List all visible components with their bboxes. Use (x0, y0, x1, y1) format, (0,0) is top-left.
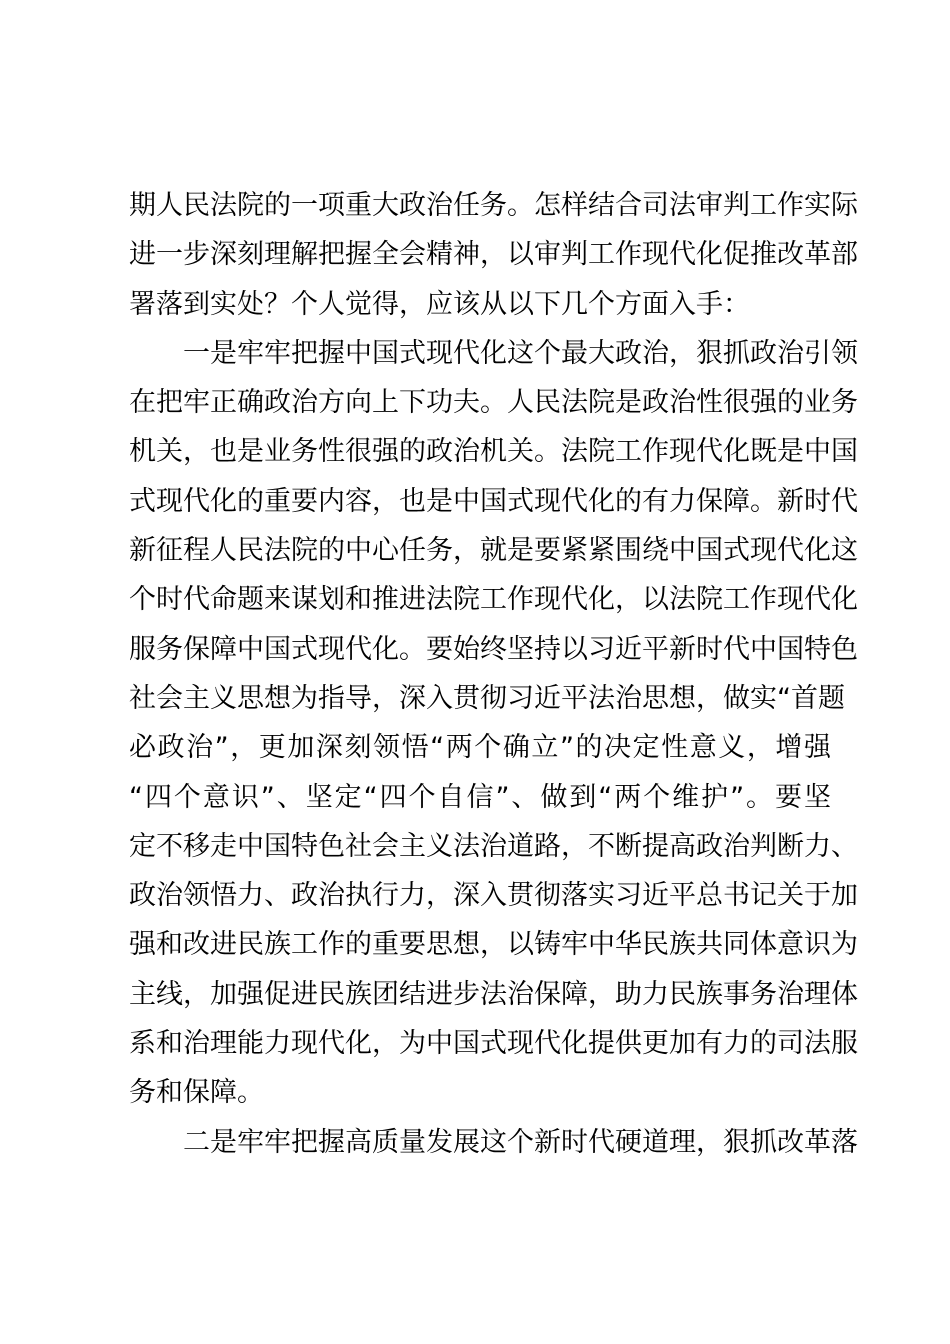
text-line: 在把牢正确政治方向上下功夫。人民法院是政治性很强的业务 (129, 387, 858, 419)
text-line: 务和保障。 (129, 1077, 264, 1109)
text-line: 主线，加强促进民族团结进步法治保障，助力民族事务治理体 (129, 978, 858, 1010)
body-text (129, 181, 858, 1167)
text-line: 个时代命题来谋划和推进法院工作现代化，以法院工作现代化 (129, 584, 858, 616)
text-line: 机关，也是业务性很强的政治机关。法院工作现代化既是中国 (129, 436, 858, 468)
text-line: 社会主义思想为指导，深入贯彻习近平法治思想，做实“首题 (129, 682, 845, 714)
text-line: 系和治理能力现代化，为中国式现代化提供更加有力的司法服 (129, 1028, 858, 1060)
text-line: 新征程人民法院的中心任务，就是要紧紧围绕中国式现代化这 (129, 535, 858, 567)
text-line: 二是牢牢把握高质量发展这个新时代硬道理，狠抓改革落 (183, 1126, 858, 1158)
text-line: 服务保障中国式现代化。要始终坚持以习近平新时代中国特色 (129, 633, 858, 665)
text-line: 强和改进民族工作的重要思想，以铸牢中华民族共同体意识为 (129, 929, 858, 961)
text-line: 一是牢牢把握中国式现代化这个最大政治，狠抓政治引领 (183, 337, 858, 369)
text-line: 署落到实处？个人觉得，应该从以下几个方面入手： (129, 288, 750, 320)
text-line: 式现代化的重要内容，也是中国式现代化的有力保障。新时代 (129, 485, 858, 517)
text-line: 必政治”，更加深刻领悟“两个确立”的决定性意义，增强 (129, 732, 831, 764)
text-line: 政治领悟力、政治执行力，深入贯彻落实习近平总书记关于加 (129, 880, 858, 912)
text-line: 期人民法院的一项重大政治任务。怎样结合司法审判工作实际 (129, 190, 858, 221)
text-line: 进一步深刻理解把握全会精神，以审判工作现代化促推改革部 (129, 239, 858, 271)
text-line: 定不移走中国特色社会主义法治道路，不断提高政治判断力、 (129, 830, 858, 862)
text-line: “四个意识”、坚定“四个自信”、做到“两个维护”。要坚 (129, 781, 831, 813)
